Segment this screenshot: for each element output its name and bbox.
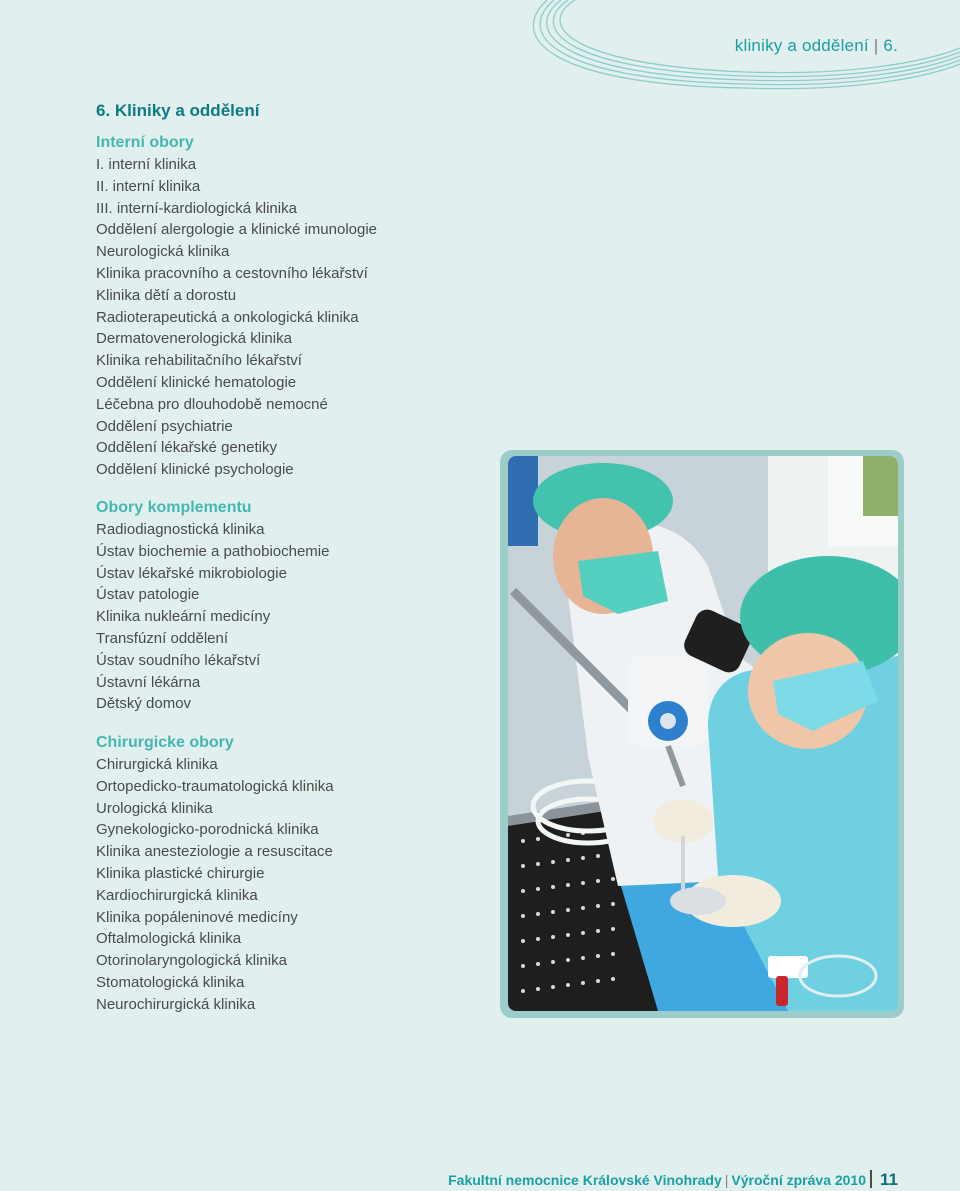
- group-title: Obory komplementu: [96, 499, 252, 516]
- list-item: Transfúzní oddělení: [96, 629, 229, 647]
- footer-separator: |: [724, 1172, 729, 1188]
- list-item: Ústav lékařské mikrobiologie: [96, 564, 287, 582]
- list-item: Klinika rehabilitačního lékařství: [96, 352, 302, 370]
- group-chirurgicke-obory: [96, 732, 334, 1016]
- list-item: Neurochirurgická klinika: [96, 995, 256, 1013]
- list-item: Stomatologická klinika: [96, 973, 245, 991]
- list-item: Klinika plastické chirurgie: [96, 864, 265, 882]
- list-item: Oddělení alergologie a klinické imunologie: [96, 221, 378, 239]
- list-item: Ústavní lékárna: [96, 673, 201, 691]
- list-item: Otorinolaryngologická klinika: [96, 952, 287, 970]
- list-item: Oddělení lékařské genetiky: [96, 439, 277, 457]
- lab-photo: [508, 456, 898, 1011]
- list-item: Radiodiagnostická klinika: [96, 521, 265, 538]
- list-item: II. interní klinika: [96, 177, 201, 195]
- list-item: Klinika pracovního a cestovního lékařství: [96, 264, 368, 282]
- list-item: Klinika dětí a dorostu: [96, 286, 237, 304]
- list-item: Oddělení klinické hematologie: [96, 373, 297, 391]
- list-item: Chirurgická klinika: [96, 756, 218, 773]
- list-item: Kardiochirurgická klinika: [96, 886, 258, 904]
- list-item: Oftalmologická klinika: [96, 930, 242, 948]
- group-title: Chirurgicke obory: [96, 734, 234, 751]
- list-item: Dětský domov: [96, 695, 192, 713]
- footer-report: Výroční zpráva 2010: [731, 1172, 867, 1188]
- list-item: Klinika nukleární medicíny: [96, 608, 271, 626]
- list-item: Léčebna pro dlouhodobě nemocné: [96, 395, 328, 413]
- list-item: Ústav soudního lékařství: [96, 651, 261, 669]
- list-item: I. interní klinika: [96, 156, 197, 173]
- list-item: Klinika anesteziologie a resuscitace: [96, 843, 333, 861]
- list-item: Radioterapeutická a onkologická klinika: [96, 308, 359, 326]
- list-item: Oddělení psychiatrie: [96, 417, 233, 435]
- list-item: Ústav patologie: [96, 586, 200, 604]
- list-item: Urologická klinika: [96, 799, 213, 817]
- list-item: Ústav biochemie a pathobiochemie: [96, 542, 330, 560]
- lab-photo-illustration: [508, 456, 898, 1011]
- page-title: 6. Kliniky a oddělení: [96, 101, 260, 120]
- list-item: Klinika popáleninové medicíny: [96, 908, 298, 926]
- list-item: Ortopedicko-traumatologická klinika: [96, 777, 334, 795]
- group-interni-obory: [96, 132, 377, 481]
- page-footer: [448, 1170, 898, 1190]
- group-title: Interní obory: [96, 134, 194, 151]
- running-header: [735, 36, 898, 56]
- list-item: Oddělení klinické psychologie: [96, 461, 294, 479]
- list-item: Neurologická klinika: [96, 243, 230, 261]
- footer-page-divider: [870, 1170, 872, 1188]
- header-section-name: kliniky a oddělení: [734, 36, 869, 55]
- page-number: 11: [880, 1170, 898, 1189]
- header-separator: |: [873, 36, 879, 55]
- list-item: III. interní-kardiologická klinika: [96, 199, 297, 217]
- list-item: Gynekologicko-porodnická klinika: [96, 821, 319, 839]
- list-item: Dermatovenerologická klinika: [96, 330, 292, 348]
- footer-organization: Fakultní nemocnice Královské Vinohrady: [448, 1172, 722, 1188]
- header-section-number: 6.: [883, 36, 898, 55]
- group-obory-komplementu: [96, 497, 329, 715]
